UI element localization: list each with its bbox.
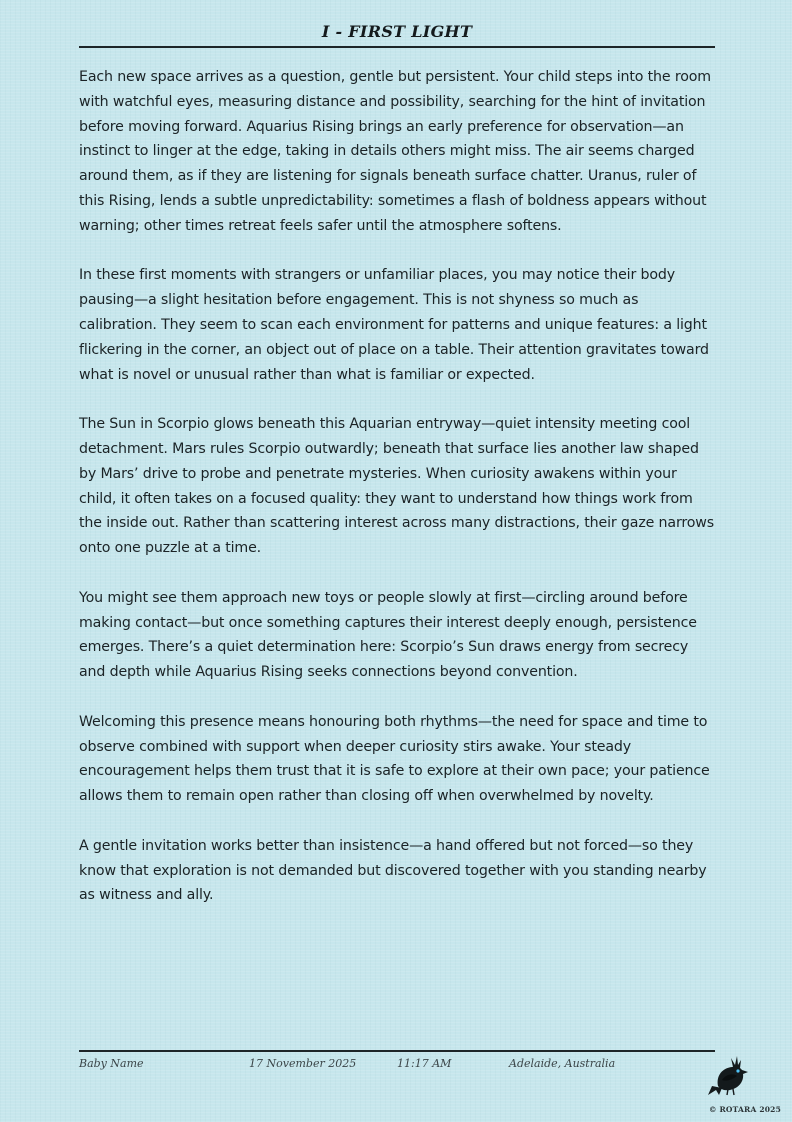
paragraph-1: Each new space arrives as a question, gentle but persistent. Your child steps into the room with watchful eyes, measuring distance and possibility, searching for the hint of invitation before moving forward. Aquarius Rising brings an early preference for observation—an instinct to linger at the edge, taking in details others might miss. The air seems charged around them, as if they are listening for signals beneath surface chatter. Uranus, ruler of this Rising, lends a subtle unpredictability: sometimes a flash of boldness appears without warning; other times retreat feels safer until the atmosphere softens. [79, 69, 711, 234]
paragraph-2: In these first moments with strangers or unfamiliar places, you may notice their body pausing—a slight hesitation before engagement. This is not shyness so much as calibration. They seem to scan each environment for patterns and unique features: a light flickering in the corner, an object out of place on a table. Their attention gravitates toward what is novel or unusual rather than what is familiar or expected. [79, 267, 709, 383]
chapter-title: I - FIRST LIGHT [321, 22, 473, 41]
footer-divider [79, 1050, 715, 1052]
footer-birth-time: 11:17 AM [397, 1057, 452, 1070]
paragraph-3: The Sun in Scorpio glows beneath this Aquarian entryway—quiet intensity meeting cool detachment. Mars rules Scorpio outwardly; beneath that surface lies another law shaped by Mars’ drive to probe and penetrate mysteries. When curiosity awakens within your child, it often takes on a focused quality: they want to understand how things work from the inside out. Rather than scattering interest across many distractions, their gaze narrows onto one puzzle at a time. [79, 416, 714, 557]
paragraph-6: A gentle invitation works better than insistence—a hand offered but not forced—so they know that exploration is not demanded but discovered together with you standing nearby as witness and ally. [79, 837, 707, 904]
copyright-notice: © ROTARA 2025 [708, 1105, 781, 1114]
raven-icon [706, 1052, 754, 1096]
footer-birth-date: 17 November 2025 [249, 1057, 357, 1070]
footer-baby-name: Baby Name [79, 1057, 144, 1070]
paragraph-4: You might see them approach new toys or people slowly at first—circling around before making contact—but once something captures their interest deeply enough, persistence emerges. There’s a quiet determination here: Scorpio’s Sun draws energy from secrecy and depth while Aquarius Rising seeks connections beyond convention. [79, 589, 697, 681]
title-divider [79, 46, 715, 48]
body-text [79, 65, 717, 933]
raven-eye [736, 1069, 739, 1072]
paragraph-5: Welcoming this presence means honouring both rhythms—the need for space and time to observe combined with support when deeper curiosity stirs awake. Your steady encouragement helps them trust that it is safe to explore at their own pace; your patience allows them to remain open rather than closing off when overwhelmed by novelty. [79, 713, 710, 805]
footer-birth-place: Adelaide, Australia [509, 1057, 616, 1070]
